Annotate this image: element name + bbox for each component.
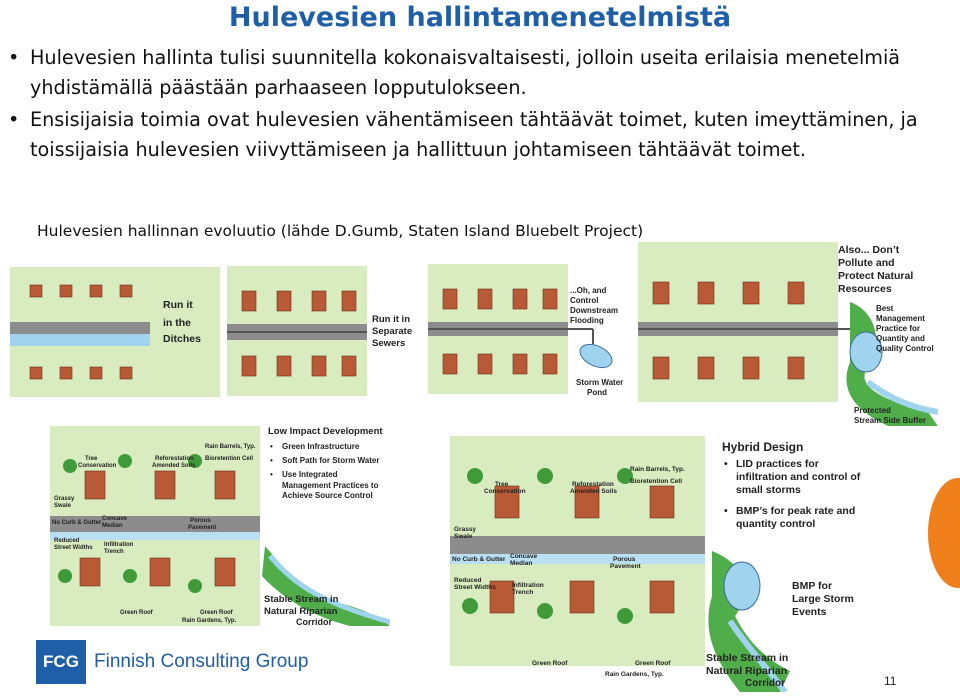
hybrid-green-roof: Green Roof bbox=[532, 660, 568, 667]
lid-median: Median bbox=[102, 523, 123, 529]
ditches-label-1: Run it bbox=[163, 299, 193, 311]
hybrid-no-curb: No Curb & Gutter bbox=[452, 556, 506, 563]
hybrid-large-2: Large Storm bbox=[792, 593, 854, 605]
flooding-label-2: Control bbox=[570, 296, 599, 305]
lid-green-roof: Green Roof bbox=[120, 610, 153, 616]
hybrid-stable-3: Corridor bbox=[745, 678, 785, 689]
hybrid-swale: Swale bbox=[454, 533, 473, 540]
ditches-label-3: Ditches bbox=[163, 333, 201, 345]
pond-label-2: Pond bbox=[587, 388, 607, 397]
lid-infiltration: Infiltration bbox=[104, 542, 134, 548]
buffer-label-1: Protected bbox=[854, 406, 891, 415]
fcg-logo-name: Finnish Consulting Group bbox=[94, 651, 309, 672]
panel-sewers bbox=[227, 266, 427, 396]
bmp-label-3: Practice for bbox=[876, 324, 921, 333]
hybrid-concave: Concave bbox=[510, 553, 538, 560]
fcg-logo-mark bbox=[36, 640, 86, 684]
lid-bullet-item: • Green Infrastructure bbox=[270, 442, 400, 452]
panel-protect bbox=[638, 242, 938, 426]
lid-rain-gardens: Rain Gardens, Typ. bbox=[182, 618, 237, 624]
lid-stable-1: Stable Stream in bbox=[264, 594, 339, 605]
panel-flooding bbox=[428, 264, 633, 400]
flooding-label-4: Flooding bbox=[570, 316, 604, 325]
hybrid-reforestation: Reforestation bbox=[572, 481, 614, 488]
hybrid-stable-1: Stable Stream in bbox=[706, 652, 789, 664]
panel-ditches bbox=[10, 267, 220, 397]
sewers-label-2: Separate bbox=[372, 326, 413, 337]
lid-swale: Swale bbox=[54, 503, 72, 509]
hybrid-tree: Tree bbox=[495, 481, 509, 488]
bmp-label-5: Quality Control bbox=[876, 344, 934, 353]
bullet-item bbox=[8, 105, 953, 165]
bmp-label-2: Management bbox=[876, 314, 925, 323]
lid-no-curb: No Curb & Gutter bbox=[52, 520, 102, 526]
hybrid-amended: Amended Soils bbox=[570, 488, 617, 495]
decorative-swoosh bbox=[928, 478, 960, 588]
lid-conservation: Conservation bbox=[78, 463, 117, 469]
hybrid-pavement: Pavement bbox=[610, 563, 641, 570]
hybrid-infiltration: Infiltration bbox=[512, 582, 544, 589]
hybrid-stable-2: Natural Riparian bbox=[706, 665, 788, 677]
bullet-dot-icon: • bbox=[8, 108, 20, 131]
bullet-list bbox=[8, 43, 953, 167]
protect-label-3: Protect Natural bbox=[838, 270, 914, 282]
hybrid-bullets bbox=[724, 458, 864, 531]
pond-label-1: Storm Water bbox=[576, 378, 624, 387]
hybrid-bullet-item: • LID practices for infiltration and control of small storms bbox=[724, 458, 864, 497]
hybrid-heading: Hybrid Design bbox=[722, 440, 804, 454]
hybrid-rain-barrels: Rain Barrels, Typ. bbox=[630, 466, 685, 473]
lid-heading: Low Impact Development bbox=[268, 426, 383, 437]
lid-trench: Trench bbox=[104, 549, 124, 555]
lid-bullet-item: • Soft Path for Storm Water bbox=[270, 456, 400, 466]
bullet-text: Hulevesien hallinta tulisi suunnitella kokonaisvaltaisesti, jolloin useita erilaisia menetelmiä yhdistämällä päästään parhaaseen lopputulokseen. bbox=[30, 46, 901, 99]
buffer-label-2: Stream Side Buffer bbox=[854, 416, 927, 425]
panel-lid bbox=[50, 426, 390, 626]
lid-amended: Amended Soils bbox=[152, 463, 196, 469]
bmp-label-4: Quantity and bbox=[876, 334, 925, 343]
lid-reduced: Reduced bbox=[54, 538, 80, 544]
bullet-text: Ensisijaisia toimia ovat hulevesien vähentämiseen tähtäävät toimet, kuten imeyttäminen, ja toissijaisia hulevesien viivyttämiseen ja hallittuun johtamiseen tähtäävät toimet. bbox=[30, 108, 918, 161]
lid-concave: Concave bbox=[102, 516, 128, 522]
figure-caption: Hulevesien hallinnan evoluutio (lähde D.Gumb, Staten Island Bluebelt Project) bbox=[37, 222, 644, 240]
page-number: 11 bbox=[884, 674, 897, 688]
lid-bullet-cont: Management Practices to bbox=[282, 481, 379, 490]
hybrid-large-1: BMP for bbox=[792, 580, 833, 592]
lid-stable-2: Natural Riparian bbox=[264, 606, 338, 617]
lid-reforestation: Reforestation bbox=[155, 456, 194, 462]
hybrid-trench: Trench bbox=[512, 589, 534, 596]
fcg-logo-mark-text: FCG bbox=[43, 652, 79, 671]
lid-bullet-item: • Use Integrated bbox=[270, 470, 400, 480]
flooding-label-1: ...Oh, and bbox=[570, 286, 607, 295]
hybrid-street-widths: Street Widths bbox=[454, 584, 496, 591]
lid-green-roof-2: Green Roof bbox=[200, 610, 233, 616]
protect-label-1: Also... Don’t bbox=[838, 244, 900, 256]
ditches-label-2: in the bbox=[163, 317, 191, 329]
lid-grassy: Grassy bbox=[54, 496, 75, 502]
hybrid-porous: Porous bbox=[613, 556, 636, 563]
fcg-logo bbox=[36, 640, 308, 684]
slide-title: Hulevesien hallintamenetelmistä bbox=[228, 2, 732, 33]
flooding-label-3: Downstream bbox=[570, 306, 619, 315]
hybrid-bioretention: Bioretention Cell bbox=[630, 478, 683, 485]
hybrid-green-roof-2: Green Roof bbox=[635, 660, 671, 667]
hybrid-bullet-item: • BMP’s for peak rate and quantity control bbox=[724, 505, 864, 531]
lid-bioretention: Bioretention Cell bbox=[205, 456, 254, 462]
lid-bullet-cont: Achieve Source Control bbox=[282, 491, 373, 500]
bullet-dot-icon: • bbox=[8, 46, 20, 69]
lid-tree: Tree bbox=[85, 456, 98, 462]
sewers-label-3: Sewers bbox=[372, 338, 406, 349]
lid-bullets bbox=[270, 442, 400, 480]
hybrid-reduced: Reduced bbox=[454, 577, 482, 584]
bullet-item bbox=[8, 43, 953, 103]
sewers-label-1: Run it in bbox=[372, 314, 410, 325]
ditches-illustration bbox=[10, 267, 220, 397]
lid-stable-3: Corridor bbox=[296, 617, 332, 627]
lid-rain-barrels: Rain Barrels, Typ. bbox=[205, 444, 256, 450]
bmp-label-1: Best bbox=[876, 304, 894, 313]
protect-label-4: Resources bbox=[838, 283, 892, 295]
panel-hybrid bbox=[450, 436, 928, 692]
protect-label-2: Pollute and bbox=[838, 257, 895, 269]
hybrid-large-3: Events bbox=[792, 606, 827, 618]
hybrid-rain-gardens: Rain Gardens, Typ. bbox=[605, 671, 664, 678]
lid-street-widths: Street Widths bbox=[54, 545, 93, 551]
hybrid-grassy: Grassy bbox=[454, 526, 477, 533]
lid-pavement: Pavement bbox=[188, 525, 217, 531]
lid-porous: Porous bbox=[190, 518, 211, 524]
hybrid-median: Median bbox=[510, 560, 533, 567]
hybrid-conservation: Conservation bbox=[484, 488, 526, 495]
